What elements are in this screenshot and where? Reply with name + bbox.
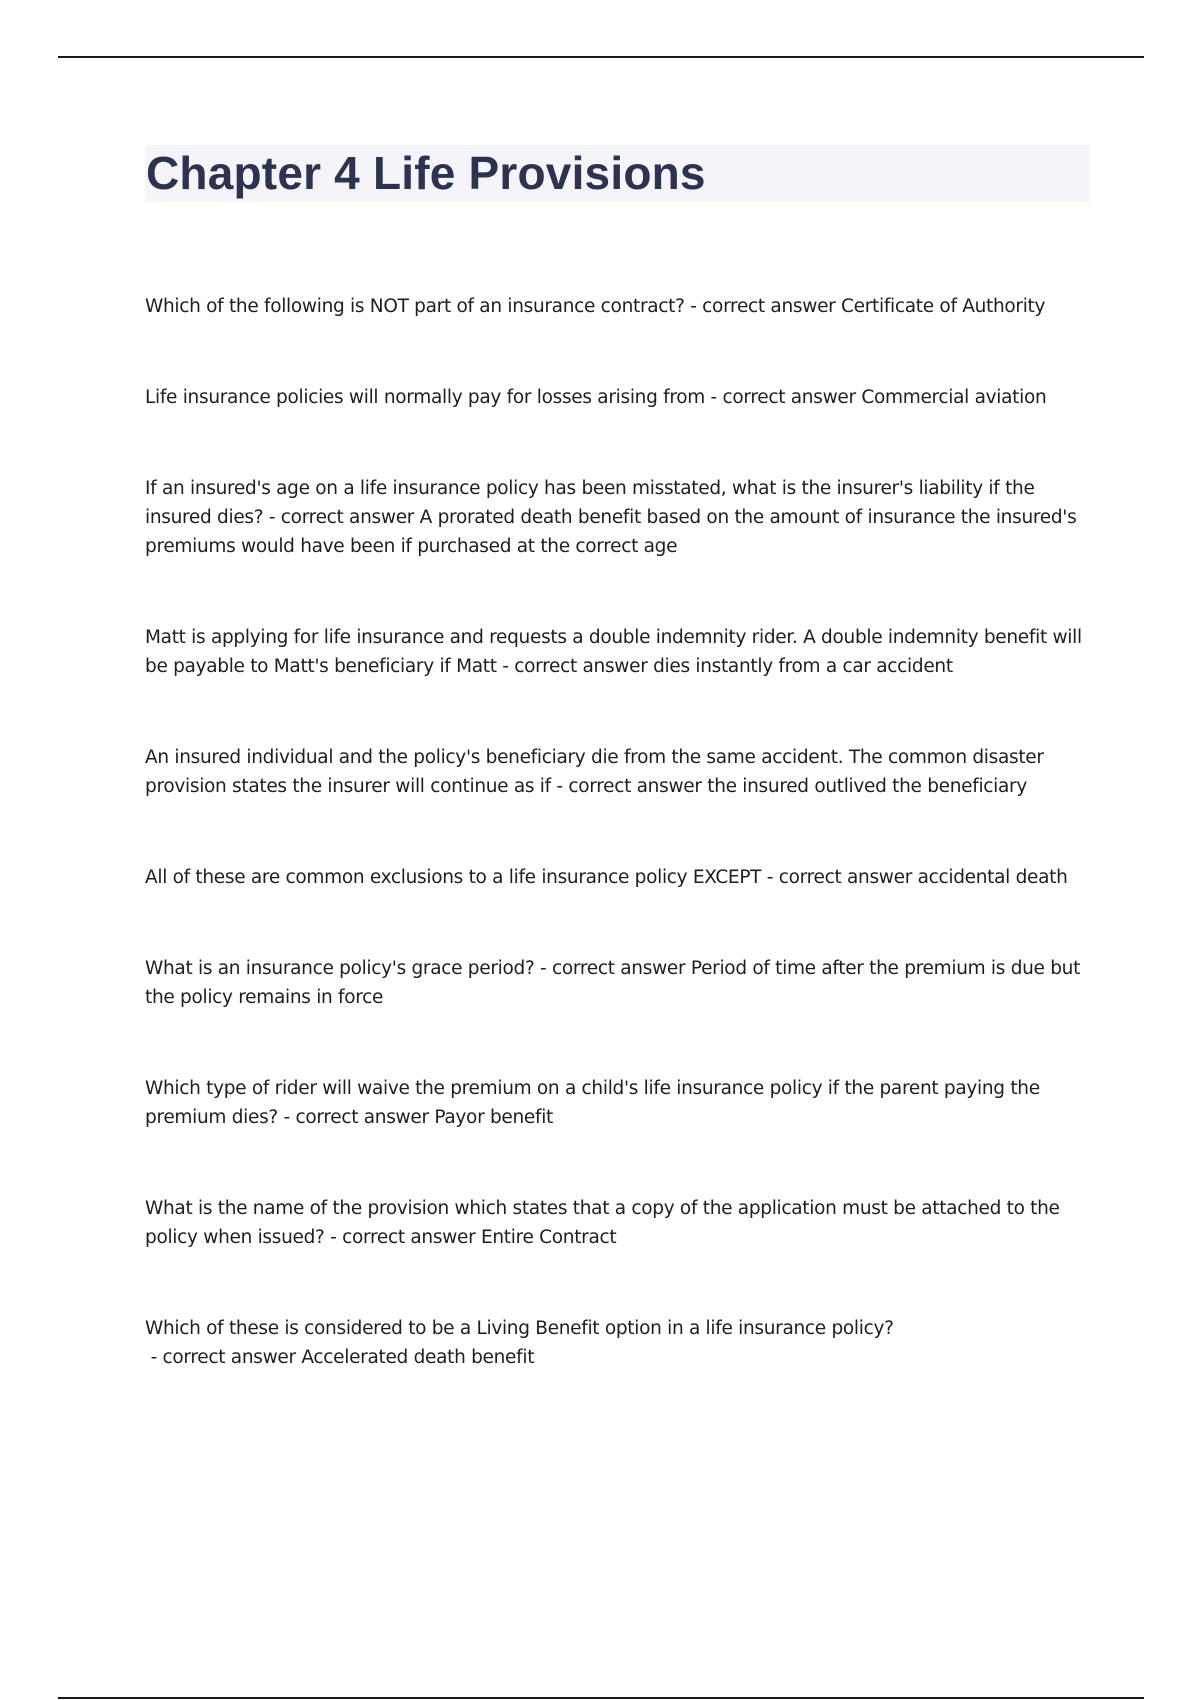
qa-item — [145, 1194, 1090, 1252]
question-text: What is an insurance policy's grace period? — [145, 958, 535, 979]
answer-separator: - correct answer — [324, 1227, 481, 1248]
answer-text: Certificate of Authority — [841, 296, 1046, 317]
qa-item — [145, 863, 1090, 892]
answer-separator: - correct answer — [534, 958, 691, 979]
question-text: Which of these is considered to be a Living Benefit option in a life insurance policy? — [145, 1318, 894, 1339]
question-text: An insured individual and the policy's beneficiary die from the same accident. The common disaster provision states the insurer will continue as if — [145, 747, 1044, 797]
question-text: All of these are common exclusions to a life insurance policy EXCEPT — [145, 867, 762, 888]
answer-text: dies instantly from a car accident — [653, 656, 953, 677]
answer-separator: - correct answer — [684, 296, 842, 317]
qa-list — [145, 292, 1090, 1434]
answer-text: accidental death — [917, 867, 1068, 888]
answer-text: Accelerated death benefit — [301, 1347, 535, 1368]
answer-text: Payor benefit — [434, 1107, 553, 1128]
qa-item — [145, 383, 1090, 412]
answer-separator: - correct answer — [277, 1107, 435, 1128]
bottom-rule — [58, 1697, 1144, 1699]
answer-separator: - correct answer — [704, 387, 862, 408]
answer-text: Period of time after the premium is due but the policy remains in force — [145, 958, 1081, 1008]
question-text: What is the name of the provision which states that a copy of the application must be attached to the policy when issued? — [145, 1198, 1060, 1248]
qa-item — [145, 743, 1090, 801]
answer-separator: - correct answer — [145, 1347, 302, 1368]
qa-item — [145, 1074, 1090, 1132]
answer-text: Commercial aviation — [861, 387, 1047, 408]
qa-item — [145, 1314, 1090, 1372]
top-rule — [58, 56, 1144, 58]
question-text: Matt is applying for life insurance and requests a double indemnity rider. A double indemnity benefit will be payable to Matt's beneficiary if Matt — [145, 627, 1082, 677]
answer-separator: - correct answer — [263, 507, 420, 528]
answer-separator: - correct answer — [496, 656, 654, 677]
answer-separator: - correct answer — [761, 867, 918, 888]
qa-item — [145, 292, 1090, 321]
answer-text: the insured outlived the beneficiary — [707, 776, 1027, 797]
qa-item — [145, 623, 1090, 681]
question-text: Which of the following is NOT part of an insurance contract? — [145, 296, 685, 317]
answer-text: Entire Contract — [480, 1227, 617, 1248]
answer-text: A prorated death benefit based on the amount of insurance the insured's premiums would have been if purchased at the correct age — [145, 507, 1077, 557]
qa-item — [145, 954, 1090, 1012]
question-text: Which type of rider will waive the premium on a child's life insurance policy if the parent paying the premium dies? — [145, 1078, 1040, 1128]
question-text: If an insured's age on a life insurance policy has been misstated, what is the insurer's liability if the insured dies? — [145, 478, 1035, 528]
qa-item — [145, 474, 1090, 561]
question-text: Life insurance policies will normally pay for losses arising from — [145, 387, 705, 408]
answer-separator: - correct answer — [550, 776, 708, 797]
page-title: Chapter 4 Life Provisions — [146, 147, 706, 199]
